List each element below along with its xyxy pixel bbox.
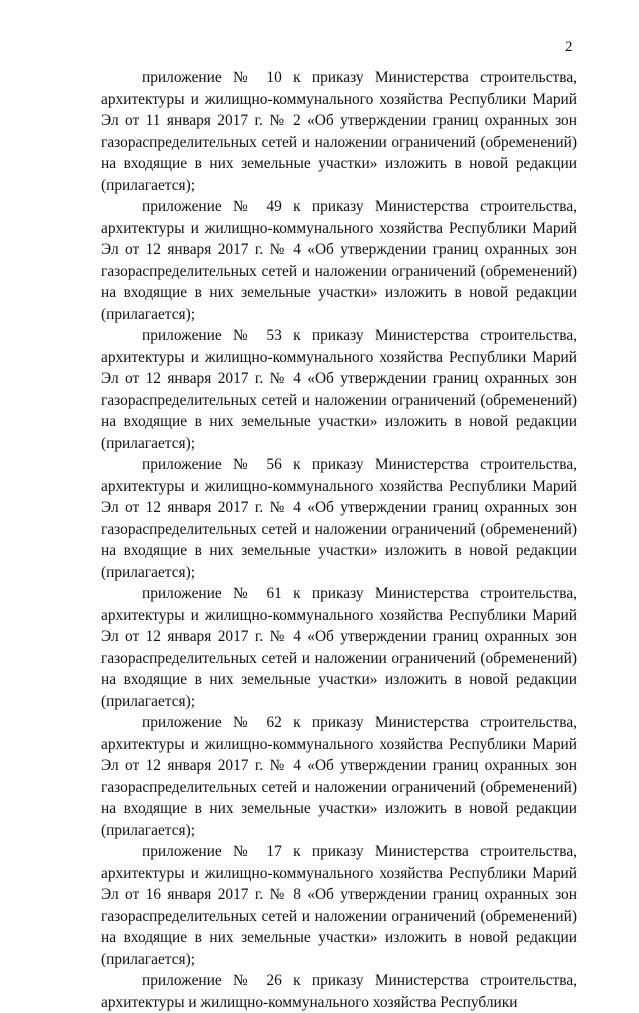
paragraph-appendix-56: приложение № 56 к приказу Министерства строительства, архитектуры и жилищно-коммунального хозяйства Республики Марий Эл от 12 января 2017 г. № 4 «Об утверждении границ охранных зон газораспределительных сетей и наложении ограничений (обременений) на входящие в них земельные участки» изложить в новой редакции (прилагается); <box>101 456 577 581</box>
paragraph-appendix-10: приложение № 10 к приказу Министерства строительства, архитектуры и жилищно-коммунального хозяйства Республики Марий Эл от 11 января 2017 г. № 2 «Об утверждении границ охранных зон газораспределительных сетей и наложении ограничений (обременений) на входящие в них земельные участки» изложить в новой редакции (прилагается); <box>101 69 577 194</box>
paragraph-appendix-62: приложение № 62 к приказу Министерства строительства, архитектуры и жилищно-коммунального хозяйства Республики Марий Эл от 12 января 2017 г. № 4 «Об утверждении границ охранных зон газораспределительных сетей и наложении ограничений (обременений) на входящие в них земельные участки» изложить в новой редакции (прилагается); <box>101 714 577 839</box>
paragraph-appendix-17: приложение № 17 к приказу Министерства строительства, архитектуры и жилищно-коммунального хозяйства Республики Марий Эл от 16 января 2017 г. № 8 «Об утверждении границ охранных зон газораспределительных сетей и наложении ограничений (обременений) на входящие в них земельные участки» изложить в новой редакции (прилагается); <box>101 843 577 968</box>
page-number: 2 <box>565 39 573 55</box>
paragraph-appendix-49: приложение № 49 к приказу Министерства строительства, архитектуры и жилищно-коммунального хозяйства Республики Марий Эл от 12 января 2017 г. № 4 «Об утверждении границ охранных зон газораспределительных сетей и наложении ограничений (обременений) на входящие в них земельные участки» изложить в новой редакции (прилагается); <box>101 198 577 323</box>
document-body <box>101 67 577 1013</box>
paragraph-appendix-26: приложение № 26 к приказу Министерства строительства, архитектуры и жилищно-коммунального хозяйства Республики <box>101 972 577 1011</box>
paragraph-appendix-61: приложение № 61 к приказу Министерства строительства, архитектуры и жилищно-коммунального хозяйства Республики Марий Эл от 12 января 2017 г. № 4 «Об утверждении границ охранных зон газораспределительных сетей и наложении ограничений (обременений) на входящие в них земельные участки» изложить в новой редакции (прилагается); <box>101 585 577 710</box>
paragraph-appendix-53: приложение № 53 к приказу Министерства строительства, архитектуры и жилищно-коммунального хозяйства Республики Марий Эл от 12 января 2017 г. № 4 «Об утверждении границ охранных зон газораспределительных сетей и наложении ограничений (обременений) на входящие в них земельные участки» изложить в новой редакции (прилагается); <box>101 327 577 452</box>
